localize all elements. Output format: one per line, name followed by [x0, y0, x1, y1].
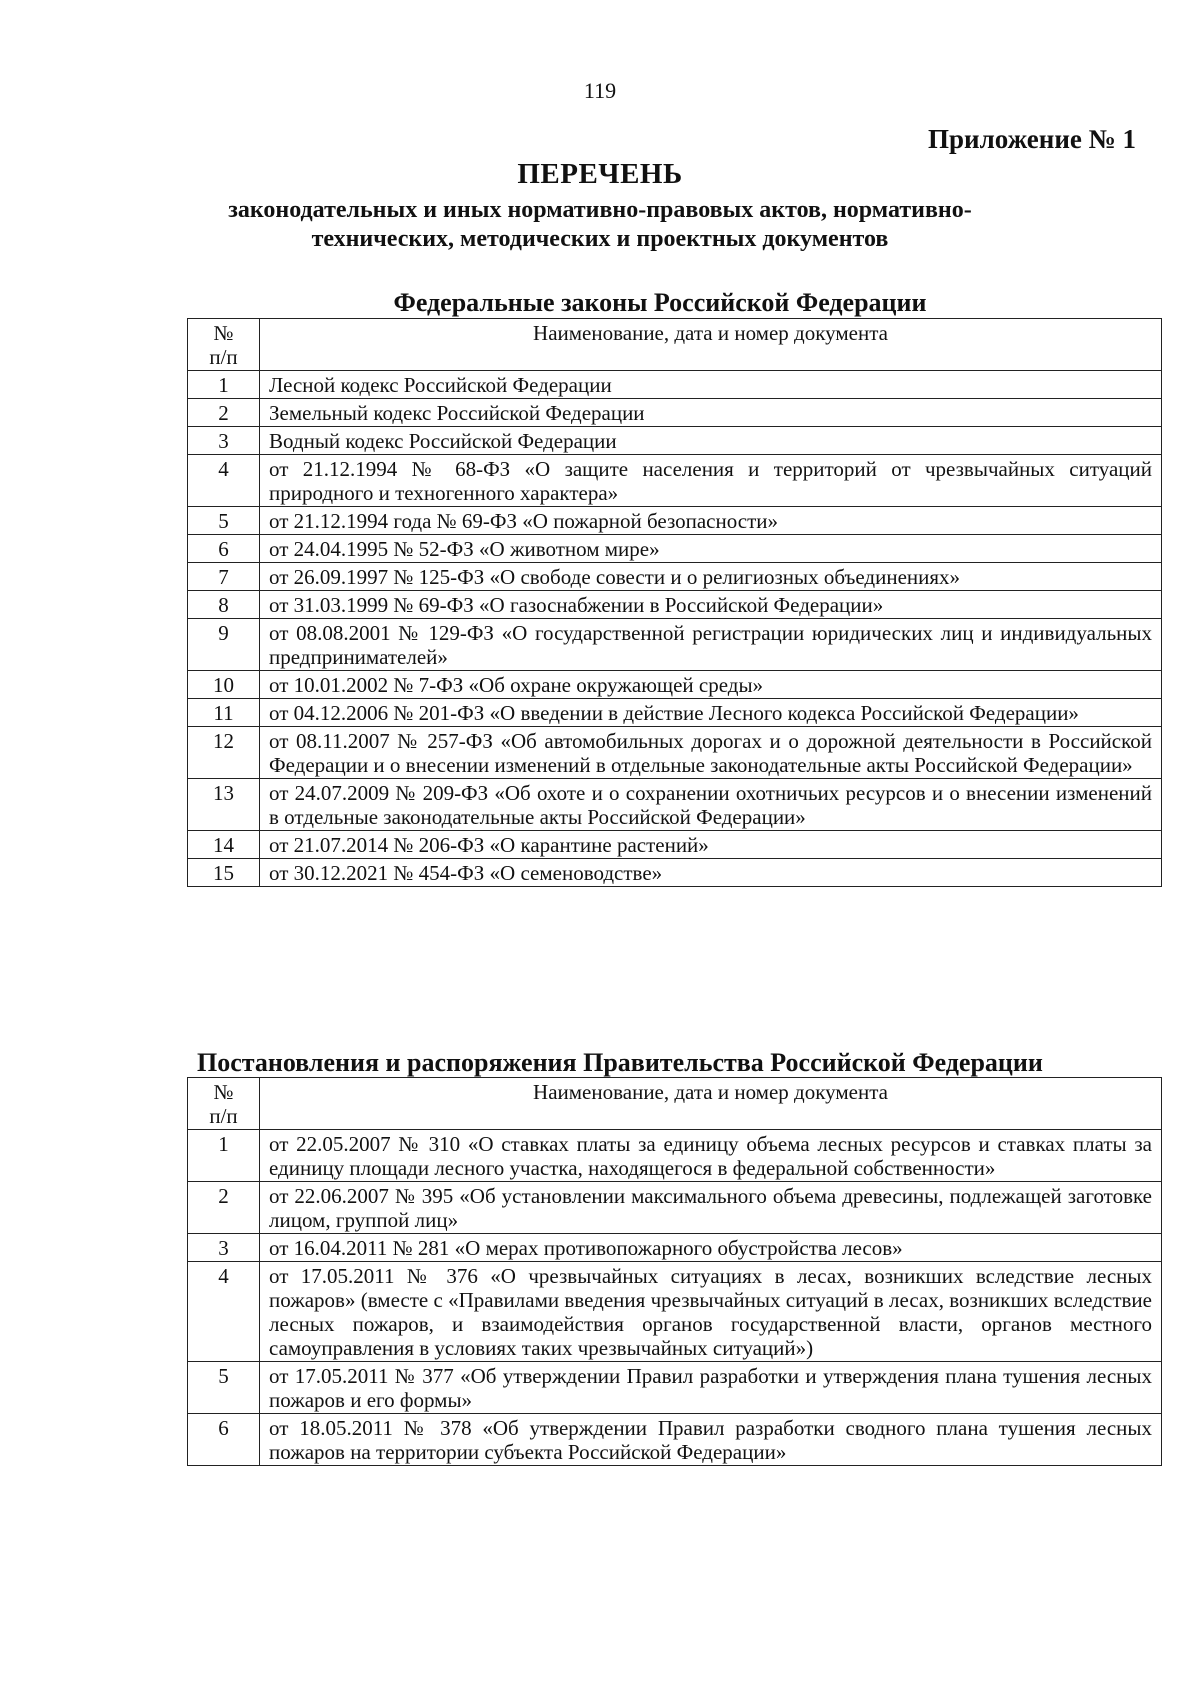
table-row: [188, 831, 1162, 859]
row-number: 4: [188, 455, 260, 507]
row-number: 3: [188, 1234, 260, 1262]
row-number: 10: [188, 671, 260, 699]
table-row: [188, 619, 1162, 671]
column-header-name: Наименование, дата и номер документа: [260, 1078, 1162, 1130]
document-name: от 18.05.2011 № 378 «Об утверждении Правил разработки сводного плана тушения лесных пожаров на территории субъекта Российской Федерации»: [260, 1414, 1162, 1466]
table-row: [188, 1414, 1162, 1466]
column-header-number-line2: п/п: [209, 345, 238, 369]
document-name: Земельный кодекс Российской Федерации: [260, 399, 1162, 427]
document-name: от 21.12.1994 № 68-ФЗ «О защите населения и территорий от чрезвычайных ситуаций природного и техногенного характера»: [260, 455, 1162, 507]
row-number: 9: [188, 619, 260, 671]
government-decrees-table-body: [188, 1130, 1162, 1466]
row-number: 13: [188, 779, 260, 831]
row-number: 6: [188, 1414, 260, 1466]
table-row: [188, 455, 1162, 507]
document-name: от 30.12.2021 № 454-ФЗ «О семеноводстве»: [260, 859, 1162, 887]
document-name: от 10.01.2002 № 7-ФЗ «Об охране окружающей среды»: [260, 671, 1162, 699]
table-row: [188, 1362, 1162, 1414]
document-name: от 24.04.1995 № 52-ФЗ «О животном мире»: [260, 535, 1162, 563]
document-name: Лесной кодекс Российской Федерации: [260, 371, 1162, 399]
column-header-number-line2: п/п: [209, 1104, 238, 1128]
row-number: 1: [188, 371, 260, 399]
table-row: [188, 1234, 1162, 1262]
column-header-number-line1: №: [213, 1080, 234, 1104]
document-subtitle: [150, 196, 1050, 254]
table-row: [188, 671, 1162, 699]
table-row: [188, 727, 1162, 779]
federal-laws-table: [187, 318, 1162, 887]
row-number: 5: [188, 507, 260, 535]
table-row: [188, 859, 1162, 887]
section-heading-federal-laws: Федеральные законы Российской Федерации: [393, 288, 927, 317]
appendix-label: Приложение № 1: [928, 124, 1136, 154]
table-row: [188, 1182, 1162, 1234]
row-number: 1: [188, 1130, 260, 1182]
subtitle-line-1: законодательных и иных нормативно-правовых актов, нормативно-: [228, 197, 972, 223]
document-name: от 21.12.1994 года № 69-ФЗ «О пожарной безопасности»: [260, 507, 1162, 535]
row-number: 6: [188, 535, 260, 563]
row-number: 4: [188, 1262, 260, 1362]
row-number: 14: [188, 831, 260, 859]
document-title: ПЕРЕЧЕНЬ: [517, 158, 683, 190]
table-row: [188, 535, 1162, 563]
table-header-row: [188, 1078, 1162, 1130]
subtitle-line-2: технических, методических и проектных документов: [311, 226, 889, 252]
table-row: [188, 1130, 1162, 1182]
table-row: [188, 699, 1162, 727]
table-row: [188, 563, 1162, 591]
table-row: [188, 779, 1162, 831]
government-decrees-table: [187, 1077, 1162, 1466]
row-number: 7: [188, 563, 260, 591]
table-row: [188, 371, 1162, 399]
document-name: от 26.09.1997 № 125-ФЗ «О свободе совести и о религиозных объединениях»: [260, 563, 1162, 591]
section-heading-government-decrees: Постановления и распоряжения Правительства Российской Федерации: [197, 1048, 1043, 1077]
document-name: от 08.11.2007 № 257-ФЗ «Об автомобильных дорогах и о дорожной деятельности в Российской Федерации и о внесении изменений в отдельные законодательные акты Российской Федерации»: [260, 727, 1162, 779]
column-header-number: [188, 319, 260, 371]
table-row: [188, 399, 1162, 427]
document-name: от 16.04.2011 № 281 «О мерах противопожарного обустройства лесов»: [260, 1234, 1162, 1262]
table-row: [188, 591, 1162, 619]
page-number: 119: [583, 78, 617, 103]
document-name: Водный кодекс Российской Федерации: [260, 427, 1162, 455]
document-name: от 21.07.2014 № 206-ФЗ «О карантине растений»: [260, 831, 1162, 859]
table-row: [188, 427, 1162, 455]
row-number: 2: [188, 1182, 260, 1234]
row-number: 11: [188, 699, 260, 727]
column-header-number: [188, 1078, 260, 1130]
document-name: от 24.07.2009 № 209-ФЗ «Об охоте и о сохранении охотничьих ресурсов и о внесении изменений в отдельные законодательные акты Российской Федерации»: [260, 779, 1162, 831]
row-number: 12: [188, 727, 260, 779]
table-row: [188, 507, 1162, 535]
document-name: от 08.08.2001 № 129-ФЗ «О государственной регистрации юридических лиц и индивидуальных предпринимателей»: [260, 619, 1162, 671]
federal-laws-table-body: [188, 371, 1162, 887]
table-row: [188, 1262, 1162, 1362]
document-name: от 22.06.2007 № 395 «Об установлении максимального объема древесины, подлежащей заготовке лицом, группой лиц»: [260, 1182, 1162, 1234]
row-number: 15: [188, 859, 260, 887]
column-header-number-line1: №: [213, 321, 234, 345]
row-number: 3: [188, 427, 260, 455]
document-name: от 22.05.2007 № 310 «О ставках платы за единицу объема лесных ресурсов и ставках платы за единицу площади лесного участка, находящегося в федеральной собственности»: [260, 1130, 1162, 1182]
row-number: 2: [188, 399, 260, 427]
table-header-row: [188, 319, 1162, 371]
document-name: от 31.03.1999 № 69-ФЗ «О газоснабжении в Российской Федерации»: [260, 591, 1162, 619]
document-name: от 04.12.2006 № 201-ФЗ «О введении в действие Лесного кодекса Российской Федерации»: [260, 699, 1162, 727]
document-name: от 17.05.2011 № 376 «О чрезвычайных ситуациях в лесах, возникших вследствие лесных пожаров» (вместе с «Правилами введения чрезвычайных ситуаций в лесах, возникших вследствие лесных пожаров, и взаимодействия органов государственной власти, органов местного самоуправления в условиях таких чрезвычайных ситуаций»): [260, 1262, 1162, 1362]
row-number: 8: [188, 591, 260, 619]
document-name: от 17.05.2011 № 377 «Об утверждении Правил разработки и утверждения плана тушения лесных пожаров и его формы»: [260, 1362, 1162, 1414]
row-number: 5: [188, 1362, 260, 1414]
column-header-name: Наименование, дата и номер документа: [260, 319, 1162, 371]
